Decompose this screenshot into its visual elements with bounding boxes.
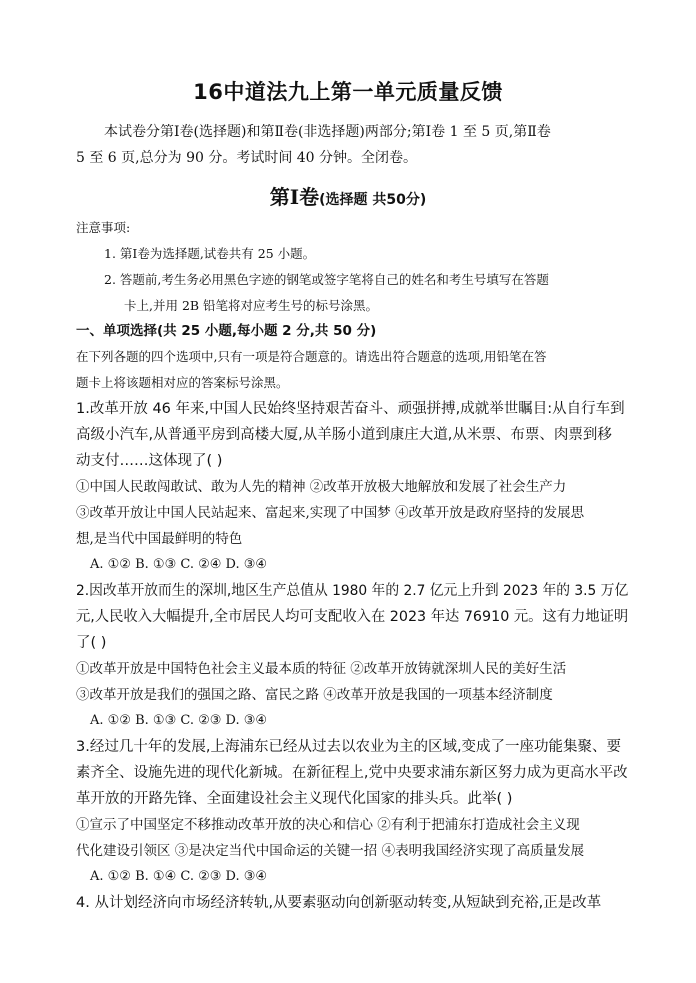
q2-stem-line-2: 元,人民收入大幅提升,全市居民人均可支配收入在 2023 年达 76910 元。这有力地证明 [76,609,629,625]
page-title: 16中道法九上第一单元质量反馈 [193,80,503,104]
q2-stem-line-1: 2.因改革开放而生的深圳,地区生产总值从 1980 年的 2.7 亿元上升到 2023 年的 3.5 万亿 [76,583,629,599]
q3-stem-line-3: 革开放的开路先锋、全面建设社会主义现代化国家的排头兵。此举( ) [76,791,513,807]
q3-answers: A. ①② B. ①④ C. ②③ D. ③④ [90,869,268,884]
q2-option-line-2: ③改革开放是我们的强国之路、富民之路 ④改革开放是我国的一项基本经济制度 [76,687,553,703]
intro-line-2: 5 至 6 页,总分为 90 分。考试时间 40 分钟。全闭卷。 [76,150,418,166]
section-title [0,181,696,210]
q1-answers: A. ①② B. ①③ C. ②④ D. ③④ [90,557,268,572]
q1-option-line-1: ①中国人民敢闯敢试、敢为人先的精神 ②改革开放极大地解放和发展了社会生产力 [76,479,567,495]
q3-stem-line-2: 素齐全、设施先进的现代化新城。在新征程上,党中央要求浦东新区努力成为更高水平改 [76,765,628,781]
q3-stem-line-1: 3.经过几十年的发展,上海浦东已经从过去以农业为主的区域,变成了一座功能集聚、要 [76,739,622,755]
notes-item-2-line-1: 2. 答题前,考生务必用黑色字迹的钢笔或签字笔将自己的姓名和考生号填写在答题 [104,272,549,287]
q3-option-line-1: ①宣示了中国坚定不移推动改革开放的决心和信心 ②有利于把浦东打造成社会主义现 [76,817,580,833]
section-title-main: 第Ⅰ卷 [269,185,320,209]
part1-heading: 一、单项选择(共 25 小题,每小题 2 分,共 50 分) [76,323,377,339]
q2-answers: A. ①② B. ①③ C. ②③ D. ③④ [90,713,268,728]
section-title-sub: (选择题 共50分) [319,192,427,208]
q1-stem-line-2: 高级小汽车,从普通平房到高楼大厦,从羊肠小道到康庄大道,从米票、布票、肉票到移 [76,427,612,443]
q1-option-line-3: 想,是当代中国最鲜明的特色 [76,531,243,547]
q2-option-line-1: ①改革开放是中国特色社会主义最本质的特征 ②改革开放铸就深圳人民的美好生活 [76,661,567,677]
part1-instruction-line-1: 在下列各题的四个选项中,只有一项是符合题意的。请选出符合题意的选项,用铅笔在答 [76,349,547,364]
part1-instruction-line-2: 题卡上将该题相对应的答案标号涂黑。 [76,375,289,390]
q1-stem-line-1: 1.改革开放 46 年来,中国人民始终坚持艰苦奋斗、顽强拼搏,成就举世瞩目:从自行车到 [76,401,625,417]
q3-option-line-2: 代化建设引领区 ③是决定当代中国命运的关键一招 ④表明我国经济实现了高质量发展 [76,843,585,859]
notes-item-2-line-2: 卡上,并用 2B 铅笔将对应考生号的标号涂黑。 [124,298,379,313]
notes-item-1: 1. 第Ⅰ卷为选择题,试卷共有 25 小题。 [104,246,316,261]
q1-option-line-2: ③改革开放让中国人民站起来、富起来,实现了中国梦 ④改革开放是政府坚持的发展思 [76,505,585,521]
notes-heading: 注意事项: [76,220,131,235]
q1-stem-line-3: 动支付……这体现了( ) [76,453,223,469]
intro-line-1: 本试卷分第Ⅰ卷(选择题)和第Ⅱ卷(非选择题)两部分;第Ⅰ卷 1 至 5 页,第Ⅱ卷 [104,124,551,140]
q2-stem-line-3: 了( ) [76,635,107,651]
q4-stem-line-1: 4. 从计划经济向市场经济转轨,从要素驱动向创新驱动转变,从短缺到充裕,正是改革 [76,895,602,911]
